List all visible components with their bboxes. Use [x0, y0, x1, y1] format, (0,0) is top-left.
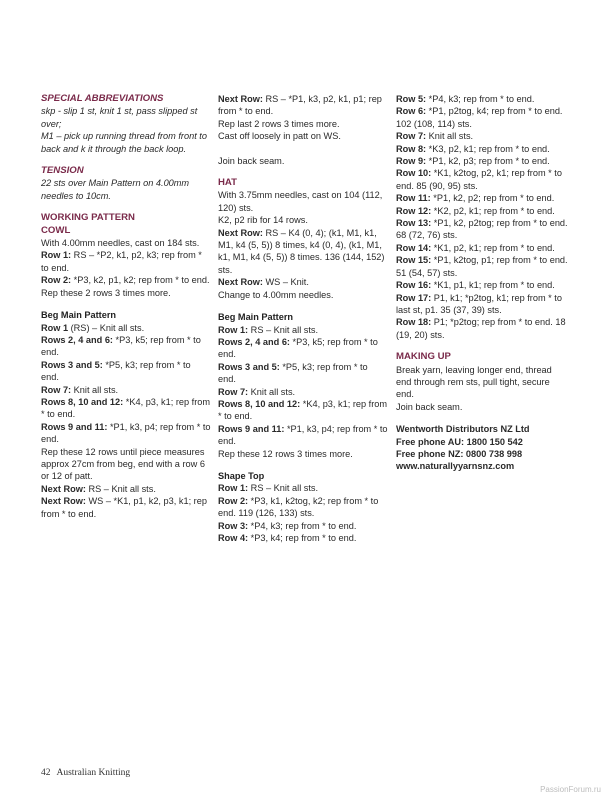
hat-rib: K2, p2 rib for 14 rows.: [218, 215, 308, 226]
hat-rows-2-4-6: Rows 2, 4 and 6: *P3, k5; rep from * to end.: [218, 336, 378, 360]
hat-change-needles: Change to 4.00mm needles.: [218, 289, 334, 300]
next-row-rs-2: Next Row: RS – *P1, k3, p2, k1, p1; rep from * to end.: [218, 94, 382, 117]
watermark: PassionForum.ru: [540, 785, 601, 794]
hat-row-1: Row 1: RS – Knit all sts.: [218, 324, 319, 335]
tension-heading: TENSION: [41, 165, 84, 177]
top-row-10: Row 10: *K1, k2tog, p2, k1; rep from * to end. 85 (90, 95) sts.: [396, 168, 562, 191]
column-2: [218, 93, 388, 544]
next-row-rs: Next Row: RS – Knit all sts.: [41, 483, 156, 494]
top-row-13: Row 13: *P1, k2, p2tog; rep from * to end. 68 (72, 76) sts.: [396, 218, 568, 241]
website-link[interactable]: www.naturallyyarnsnz.com: [396, 461, 515, 472]
top-row-11: Row 11: *P1, k2, p2; rep from * to end.: [396, 193, 555, 204]
top-row-18: Row 18: P1; *p2tog; rep from * to end. 18 (19, 20) sts.: [396, 317, 566, 340]
hat-row-7: Row 7: Knit all sts.: [218, 386, 296, 397]
cowl-row-2: Row 2: *P3, k2, p1, k2; rep from * to end.: [41, 275, 210, 286]
distributor-contact: [396, 423, 568, 473]
hat-heading: HAT: [218, 177, 238, 189]
page-footer: [41, 768, 130, 778]
shape-top-heading: Shape Top: [218, 470, 265, 481]
distributor-name: Wentworth Distributors NZ Ltd: [396, 424, 530, 435]
main-repeat: Rep these 12 rows until piece measures approx 27cm from beg, end with a row 6 or 12 of patt.: [41, 446, 205, 482]
join-seam: Join back seam.: [218, 155, 285, 166]
making-up-heading: MAKING UP: [396, 351, 451, 363]
shape-row-1: Row 1: RS – Knit all sts.: [218, 483, 319, 494]
skp-definition: skp - slip 1 st, knit 1 st, pass slipped st over;: [41, 106, 198, 129]
hat-rows-9-11: Rows 9 and 11: *P1, k3, p4; rep from * to end.: [218, 423, 388, 447]
cowl-heading: COWL: [41, 224, 71, 236]
cast-off: Cast off loosely in patt on WS.: [218, 131, 341, 142]
rep-last-rows: Rep last 2 rows 3 times more.: [218, 118, 340, 129]
next-row-ws: Next Row: WS – *K1, p1, k2, p3, k1; rep from * to end.: [41, 496, 207, 519]
cowl-repeat: Rep these 2 rows 3 times more.: [41, 287, 171, 298]
hat-next-row-ws: Next Row: WS – Knit.: [218, 277, 309, 288]
cowl-row-1: Row 1: RS – *P2, k1, p2, k3; rep from * to end.: [41, 250, 202, 273]
main-rows-9-11: Rows 9 and 11: *P1, k3, p4; rep from * to end.: [41, 421, 211, 445]
working-pattern-heading: WORKING PATTERN: [41, 212, 135, 224]
making-up-text: Break yarn, leaving longer end, thread end through rem sts, pull tight, secure end.: [396, 364, 552, 400]
top-row-9: Row 9: *P1, k2, p3; rep from * to end.: [396, 156, 550, 167]
top-row-12: Row 12: *K2, p2, k1; rep from * to end.: [396, 205, 555, 216]
top-row-17: Row 17: P1, k1; *p2tog, k1; rep from * to last st, p1. 35 (37, 39) sts.: [396, 292, 562, 315]
top-row-7: Row 7: Knit all sts.: [396, 131, 474, 142]
hat-rows-3-5: Rows 3 and 5: *P5, k3; rep from * to end.: [218, 361, 368, 385]
cowl-cast-on: With 4.00mm needles, cast on 184 sts.: [41, 238, 200, 249]
tension-text: 22 sts over Main Pattern on 4.00mm needles to 10cm.: [41, 178, 190, 201]
shape-row-3: Row 3: *P4, k3; rep from * to end.: [218, 520, 357, 531]
shape-row-4: Row 4: *P3, k4; rep from * to end.: [218, 533, 357, 543]
top-row-14: Row 14: *K1, p2, k1; rep from * to end.: [396, 242, 555, 253]
hat-repeat: Rep these 12 rows 3 times more.: [218, 448, 353, 459]
page-number: 42: [41, 768, 51, 778]
phone-au: Free phone AU: 1800 150 542: [396, 436, 523, 447]
magazine-name: Australian Knitting: [56, 768, 131, 778]
top-row-8: Row 8: *K3, p2, k1; rep from * to end.: [396, 143, 550, 154]
main-rows-2-4-6: Rows 2, 4 and 6: *P3, k5; rep from * to end.: [41, 334, 201, 358]
top-row-16: Row 16: *K1, p1, k1; rep from * to end.: [396, 280, 555, 291]
column-3: [396, 93, 568, 473]
phone-nz: Free phone NZ: 0800 738 998: [396, 448, 523, 459]
main-rows-8-10-12: Rows 8, 10 and 12: *K4, p3, k1; rep from * to end.: [41, 396, 211, 420]
hat-next-row-rs: Next Row: RS – K4 (0, 4); (k1, M1, k1, M1, k4 (5, 5)) 8 times, k4 (0, 4), (k1, M1, k1, M1, k4 (5, 5)) 8 times. 136 (144, 152) sts.: [218, 227, 385, 275]
hat-cast-on: With 3.75mm needles, cast on 104 (112, 120) sts.: [218, 190, 383, 213]
main-row-7: Row 7: Knit all sts.: [41, 384, 119, 395]
column-1: [41, 93, 211, 520]
hat-rows-8-10-12: Rows 8, 10 and 12: *K4, p3, k1; rep from * to end.: [218, 398, 388, 422]
top-row-6: Row 6: *P1, p2tog, k4; rep from * to end. 102 (108, 114) sts.: [396, 106, 563, 129]
main-rows-3-5: Rows 3 and 5: *P5, k3; rep from * to end.: [41, 359, 191, 383]
main-row-1: Row 1 (RS) – Knit all sts.: [41, 322, 145, 333]
making-up-join: Join back seam.: [396, 401, 463, 412]
hat-beg-main-pattern-heading: Beg Main Pattern: [218, 312, 294, 323]
shape-row-2: Row 2: *P3, k1, k2tog, k2; rep from * to end. 119 (126, 133) sts.: [218, 495, 379, 519]
beg-main-pattern-heading: Beg Main Pattern: [41, 310, 117, 321]
special-abbreviations-heading: SPECIAL ABBREVIATIONS: [41, 93, 164, 104]
top-row-15: Row 15: *P1, k2tog, p1; rep from * to end. 51 (54, 57) sts.: [396, 255, 568, 278]
top-row-5: Row 5: *P4, k3; rep from * to end.: [396, 94, 535, 104]
m1-definition: M1 – pick up running thread from front to back and k it through the back loop.: [41, 131, 207, 154]
